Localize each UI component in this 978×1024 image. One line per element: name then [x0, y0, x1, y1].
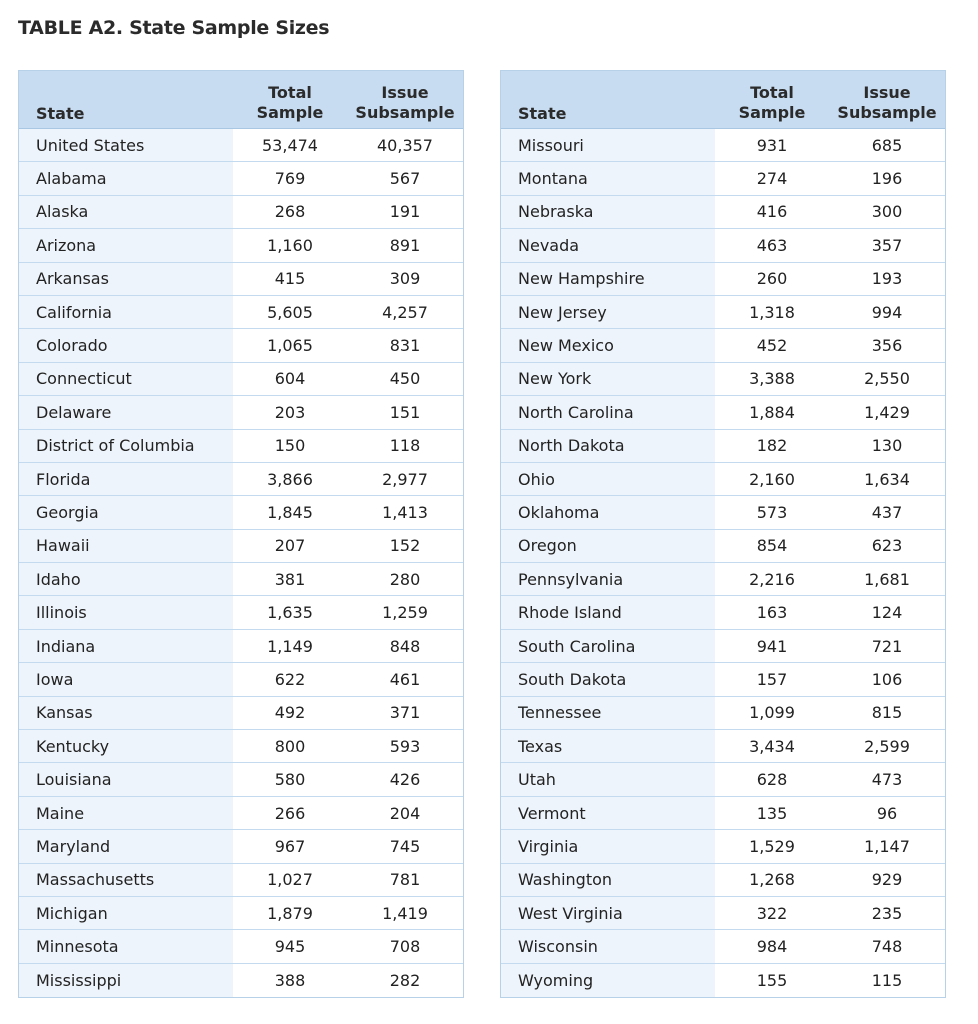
sample-table-right — [500, 70, 946, 998]
issue-subsample-cell: 461 — [389, 669, 421, 689]
total-sample-cell: 381 — [274, 569, 306, 589]
issue-subsample-cell: 994 — [871, 302, 903, 322]
state-column-header: State — [36, 104, 85, 123]
issue-subsample-cell: 1,259 — [382, 603, 428, 623]
table-row — [19, 329, 463, 362]
state-cell: Missouri — [501, 129, 715, 161]
total-sample-cell: 945 — [274, 937, 306, 957]
issue-subsample-cell: 191 — [389, 202, 421, 222]
issue-subsample-cell: 235 — [871, 903, 903, 923]
state-cell: South Carolina — [501, 630, 715, 662]
issue-subsample-cell: 929 — [871, 870, 903, 890]
issue-subsample-cell: 426 — [389, 770, 421, 790]
state-cell: Minnesota — [19, 930, 233, 962]
state-cell: Maine — [19, 797, 233, 829]
total-sample-cell: 769 — [274, 169, 306, 189]
issue-subsample-cell: 2,550 — [864, 369, 910, 389]
issue-subsample-cell: 356 — [871, 336, 903, 356]
state-cell: North Dakota — [501, 430, 715, 462]
state-column-header: State — [518, 104, 567, 123]
issue-subsample-cell: 300 — [871, 202, 903, 222]
table-row — [501, 897, 945, 930]
issue-subsample-cell: 96 — [876, 803, 898, 823]
table-row — [501, 363, 945, 396]
issue-subsample-cell: 748 — [871, 937, 903, 957]
table-row — [501, 797, 945, 830]
issue-subsample-cell: 1,429 — [864, 402, 910, 422]
issue-subsample-cell: 309 — [389, 269, 421, 289]
table-row — [19, 363, 463, 396]
table-row — [19, 463, 463, 496]
table-row — [501, 463, 945, 496]
table-header — [19, 71, 463, 129]
total-sample-cell: 53,474 — [262, 135, 318, 155]
table-row — [19, 263, 463, 296]
table-row — [19, 162, 463, 195]
total-header-line1: Total — [268, 83, 312, 102]
issue-subsample-cell: 815 — [871, 703, 903, 723]
table-row — [501, 329, 945, 362]
state-cell: District of Columbia — [19, 430, 233, 462]
table-row — [19, 897, 463, 930]
issue-subsample-cell: 115 — [871, 970, 903, 990]
state-cell: Kansas — [19, 697, 233, 729]
total-sample-cell: 416 — [756, 202, 788, 222]
issue-subsample-cell: 204 — [389, 803, 421, 823]
total-sample-cell: 5,605 — [267, 302, 313, 322]
total-sample-cell: 622 — [274, 669, 306, 689]
issue-subsample-cell: 151 — [389, 402, 421, 422]
total-sample-cell: 1,268 — [749, 870, 795, 890]
total-sample-cell: 931 — [756, 135, 788, 155]
issue-subsample-cell: 280 — [389, 569, 421, 589]
table-row — [19, 864, 463, 897]
issue-subsample-cell: 2,977 — [382, 469, 428, 489]
table-row — [501, 563, 945, 596]
issue-subsample-cell: 708 — [389, 937, 421, 957]
table-row — [19, 964, 463, 997]
table-row — [501, 596, 945, 629]
table-header — [501, 71, 945, 129]
issue-header-line1: Issue — [863, 83, 911, 102]
total-sample-cell: 135 — [756, 803, 788, 823]
issue-subsample-cell: 567 — [389, 169, 421, 189]
table-row — [19, 930, 463, 963]
issue-subsample-cell: 124 — [871, 603, 903, 623]
issue-subsample-cell: 40,357 — [377, 135, 433, 155]
issue-subsample-cell: 1,147 — [864, 836, 910, 856]
total-sample-cell: 1,318 — [749, 302, 795, 322]
state-cell: Tennessee — [501, 697, 715, 729]
state-cell: Oregon — [501, 530, 715, 562]
total-sample-cell: 2,216 — [749, 569, 795, 589]
issue-subsample-cell: 891 — [389, 235, 421, 255]
issue-subsample-cell: 450 — [389, 369, 421, 389]
state-cell: Utah — [501, 763, 715, 795]
issue-subsample-column-header — [347, 71, 463, 128]
total-sample-cell: 1,879 — [267, 903, 313, 923]
issue-subsample-cell: 371 — [389, 703, 421, 723]
table-row — [501, 296, 945, 329]
table-row — [19, 797, 463, 830]
table-row — [19, 830, 463, 863]
state-cell: Delaware — [19, 396, 233, 428]
table-row — [501, 930, 945, 963]
state-cell: New Jersey — [501, 296, 715, 328]
total-sample-cell: 984 — [756, 937, 788, 957]
state-cell: Washington — [501, 864, 715, 896]
state-cell: Rhode Island — [501, 596, 715, 628]
state-cell: Pennsylvania — [501, 563, 715, 595]
issue-subsample-cell: 593 — [389, 736, 421, 756]
total-sample-cell: 266 — [274, 803, 306, 823]
total-sample-cell: 573 — [756, 502, 788, 522]
total-sample-cell: 150 — [274, 436, 306, 456]
table-row — [501, 129, 945, 162]
issue-subsample-cell: 1,634 — [864, 469, 910, 489]
table-row — [501, 763, 945, 796]
table-row — [501, 864, 945, 897]
table-row — [501, 697, 945, 730]
total-sample-cell: 628 — [756, 770, 788, 790]
total-sample-cell: 1,635 — [267, 603, 313, 623]
total-sample-cell: 3,388 — [749, 369, 795, 389]
total-sample-cell: 604 — [274, 369, 306, 389]
total-sample-cell: 1,160 — [267, 235, 313, 255]
state-cell: Arkansas — [19, 263, 233, 295]
total-sample-cell: 1,065 — [267, 336, 313, 356]
state-cell: New York — [501, 363, 715, 395]
total-sample-column-header — [715, 71, 829, 128]
issue-subsample-cell: 130 — [871, 436, 903, 456]
table-row — [501, 430, 945, 463]
state-cell: Wyoming — [501, 964, 715, 997]
state-cell: Maryland — [19, 830, 233, 862]
table-row — [19, 630, 463, 663]
issue-subsample-cell: 106 — [871, 669, 903, 689]
table-row — [19, 396, 463, 429]
table-row — [501, 630, 945, 663]
state-cell: New Hampshire — [501, 263, 715, 295]
issue-subsample-cell: 357 — [871, 235, 903, 255]
state-cell: Connecticut — [19, 363, 233, 395]
issue-subsample-cell: 118 — [389, 436, 421, 456]
total-sample-cell: 182 — [756, 436, 788, 456]
state-cell: Wisconsin — [501, 930, 715, 962]
state-cell: Michigan — [19, 897, 233, 929]
issue-subsample-cell: 193 — [871, 269, 903, 289]
state-cell: Idaho — [19, 563, 233, 595]
total-header-line1: Total — [750, 83, 794, 102]
table-row — [501, 396, 945, 429]
table-row — [501, 830, 945, 863]
issue-subsample-cell: 848 — [389, 636, 421, 656]
issue-subsample-cell: 685 — [871, 135, 903, 155]
total-sample-cell: 580 — [274, 770, 306, 790]
total-sample-cell: 322 — [756, 903, 788, 923]
issue-subsample-cell: 473 — [871, 770, 903, 790]
total-sample-cell: 1,027 — [267, 870, 313, 890]
state-cell: Montana — [501, 162, 715, 194]
total-sample-cell: 274 — [756, 169, 788, 189]
total-header-line2: Sample — [738, 103, 806, 122]
state-cell: Iowa — [19, 663, 233, 695]
state-cell: Texas — [501, 730, 715, 762]
state-cell: Illinois — [19, 596, 233, 628]
sample-table-left — [18, 70, 464, 998]
table-row — [501, 964, 945, 997]
issue-header-line2: Subsample — [837, 103, 937, 122]
total-sample-cell: 941 — [756, 636, 788, 656]
table-row — [501, 229, 945, 262]
table-row — [19, 196, 463, 229]
total-sample-cell: 203 — [274, 402, 306, 422]
total-sample-cell: 492 — [274, 703, 306, 723]
table-row — [501, 162, 945, 195]
table-row — [501, 496, 945, 529]
state-cell: Mississippi — [19, 964, 233, 997]
state-cell: Alaska — [19, 196, 233, 228]
table-row — [19, 697, 463, 730]
total-sample-cell: 1,845 — [267, 502, 313, 522]
table-row — [19, 530, 463, 563]
state-cell: Florida — [19, 463, 233, 495]
state-cell: Indiana — [19, 630, 233, 662]
table-body — [19, 129, 463, 997]
total-sample-cell: 452 — [756, 336, 788, 356]
total-sample-column-header — [233, 71, 347, 128]
issue-subsample-cell: 721 — [871, 636, 903, 656]
total-sample-cell: 1,099 — [749, 703, 795, 723]
total-sample-cell: 157 — [756, 669, 788, 689]
total-sample-cell: 463 — [756, 235, 788, 255]
total-sample-cell: 163 — [756, 603, 788, 623]
issue-subsample-cell: 282 — [389, 970, 421, 990]
state-cell: Arizona — [19, 229, 233, 261]
total-sample-cell: 2,160 — [749, 469, 795, 489]
state-cell: Nebraska — [501, 196, 715, 228]
issue-header-line2: Subsample — [355, 103, 455, 122]
table-row — [19, 496, 463, 529]
issue-subsample-cell: 745 — [389, 836, 421, 856]
table-row — [501, 196, 945, 229]
table-row — [19, 129, 463, 162]
state-cell: South Dakota — [501, 663, 715, 695]
state-cell: Louisiana — [19, 763, 233, 795]
state-cell: United States — [19, 129, 233, 161]
table-row — [501, 663, 945, 696]
issue-subsample-cell: 4,257 — [382, 302, 428, 322]
issue-header-line1: Issue — [381, 83, 429, 102]
total-sample-cell: 268 — [274, 202, 306, 222]
issue-subsample-cell: 437 — [871, 502, 903, 522]
issue-subsample-cell: 152 — [389, 536, 421, 556]
state-cell: Kentucky — [19, 730, 233, 762]
state-cell: Massachusetts — [19, 864, 233, 896]
table-row — [19, 730, 463, 763]
state-cell: West Virginia — [501, 897, 715, 929]
total-sample-cell: 415 — [274, 269, 306, 289]
total-sample-cell: 1,884 — [749, 402, 795, 422]
total-sample-cell: 388 — [274, 970, 306, 990]
state-cell: Ohio — [501, 463, 715, 495]
table-body — [501, 129, 945, 997]
total-sample-cell: 260 — [756, 269, 788, 289]
state-cell: New Mexico — [501, 329, 715, 361]
table-row — [501, 730, 945, 763]
state-cell: Alabama — [19, 162, 233, 194]
total-sample-cell: 3,434 — [749, 736, 795, 756]
issue-subsample-cell: 1,681 — [864, 569, 910, 589]
total-sample-cell: 155 — [756, 970, 788, 990]
table-row — [19, 296, 463, 329]
state-cell: California — [19, 296, 233, 328]
issue-subsample-cell: 781 — [389, 870, 421, 890]
table-row — [19, 229, 463, 262]
total-header-line2: Sample — [256, 103, 324, 122]
state-cell: Nevada — [501, 229, 715, 261]
page-title: TABLE A2. State Sample Sizes — [18, 17, 330, 39]
issue-subsample-cell: 831 — [389, 336, 421, 356]
issue-subsample-cell: 1,419 — [382, 903, 428, 923]
table-row — [19, 563, 463, 596]
state-cell: North Carolina — [501, 396, 715, 428]
issue-subsample-cell: 1,413 — [382, 502, 428, 522]
table-row — [19, 663, 463, 696]
total-sample-cell: 1,149 — [267, 636, 313, 656]
total-sample-cell: 854 — [756, 536, 788, 556]
issue-subsample-cell: 623 — [871, 536, 903, 556]
issue-subsample-cell: 2,599 — [864, 736, 910, 756]
state-cell: Colorado — [19, 329, 233, 361]
total-sample-cell: 800 — [274, 736, 306, 756]
table-row — [501, 263, 945, 296]
total-sample-cell: 1,529 — [749, 836, 795, 856]
table-row — [19, 430, 463, 463]
state-cell: Hawaii — [19, 530, 233, 562]
issue-subsample-cell: 196 — [871, 169, 903, 189]
total-sample-cell: 967 — [274, 836, 306, 856]
table-row — [19, 763, 463, 796]
total-sample-cell: 3,866 — [267, 469, 313, 489]
state-cell: Oklahoma — [501, 496, 715, 528]
state-cell: Vermont — [501, 797, 715, 829]
total-sample-cell: 207 — [274, 536, 306, 556]
table-row — [19, 596, 463, 629]
state-cell: Virginia — [501, 830, 715, 862]
state-cell: Georgia — [19, 496, 233, 528]
issue-subsample-column-header — [829, 71, 945, 128]
table-row — [501, 530, 945, 563]
